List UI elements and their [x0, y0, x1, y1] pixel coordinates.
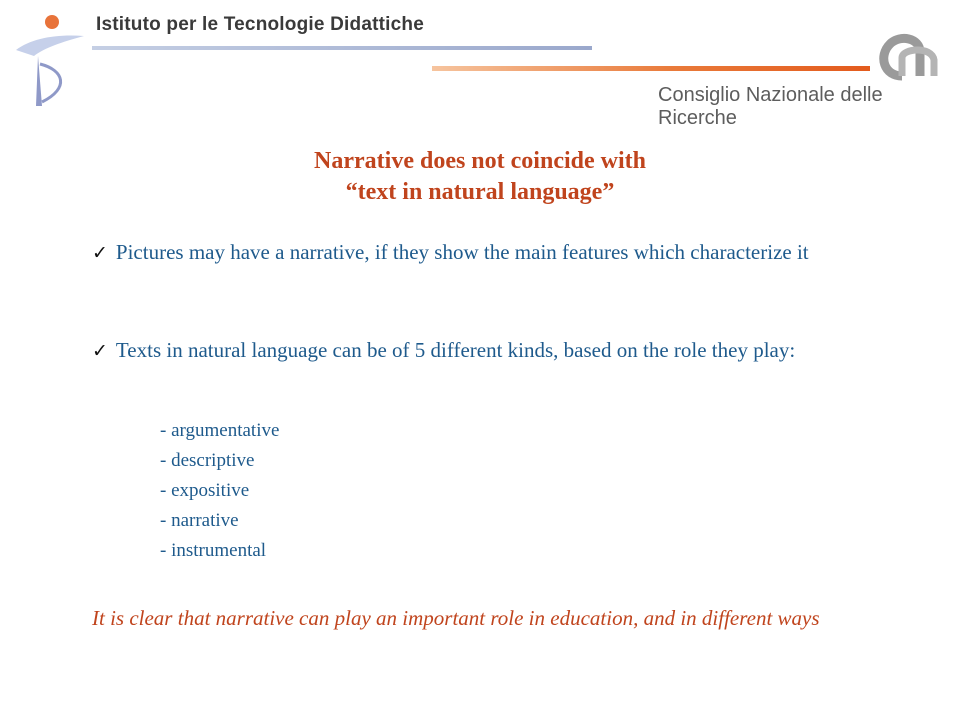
list-item: - narrative [160, 510, 239, 531]
list-item: - expositive [160, 480, 250, 501]
cnr-logo-icon [872, 26, 944, 82]
slide-title-line-1: Narrative does not coincide with [314, 148, 646, 174]
slide-title-line-2: “text in natural language” [345, 179, 615, 205]
list-item: - instrumental [160, 540, 267, 561]
checkmark-icon: ✓ [92, 242, 108, 264]
list-item: - descriptive [160, 450, 255, 471]
checkmark-icon: ✓ [92, 340, 108, 362]
bullet-text: Texts in natural language can be of 5 different kinds, based on the role they play: [115, 338, 796, 362]
header-divider-blue [92, 46, 592, 50]
list-item: - argumentative [160, 420, 280, 441]
bullet-texts [92, 336, 870, 366]
council-name: Consiglio Nazionale delle Ricerche [658, 84, 883, 129]
itd-figure-logo-icon [12, 10, 88, 110]
slide-title [80, 146, 880, 208]
text-kinds-list [160, 416, 279, 566]
bullet-text: Pictures may have a narrative, if they show the main features which characterize it [115, 240, 809, 264]
header-divider-orange [432, 66, 870, 71]
institute-name: Istituto per le Tecnologie Didattiche [96, 14, 424, 35]
bullet-pictures [92, 238, 870, 268]
closing-statement: It is clear that narrative can play an important role in education, and in different ways [92, 606, 820, 630]
